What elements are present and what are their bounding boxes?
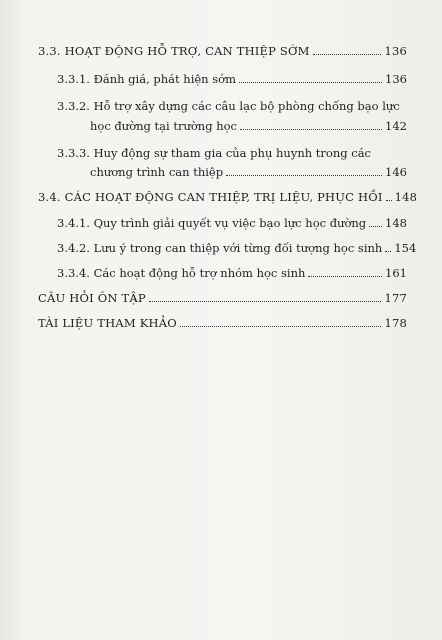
toc-entry-3-3[interactable] (38, 44, 407, 58)
bleed-through-texture (11, 326, 442, 640)
toc-entry-title: 3.3.4. Các hoạt động hỗ trợ nhóm học sinh (57, 266, 306, 280)
toc-entry-review-questions[interactable] (38, 291, 407, 305)
toc-entry-references[interactable] (38, 316, 407, 330)
toc-page-number: 161 (385, 266, 407, 280)
toc-entry-3-3-2-line1: 3.3.2. Hỗ trợ xây dựng các câu lạc bộ phòng chống bạo lực (57, 99, 400, 113)
toc-page-number: 136 (385, 72, 407, 86)
dot-leader (240, 129, 382, 130)
dot-leader (149, 301, 382, 302)
dot-leader (180, 326, 382, 327)
toc-entry-title: 3.4.1. Quy trình giải quyết vụ việc bạo lực học đường (57, 216, 367, 230)
toc-entry-3-3-3[interactable] (90, 165, 407, 179)
dot-leader (308, 276, 382, 277)
toc-entry-3-3-1[interactable] (57, 72, 407, 86)
dot-leader (386, 200, 392, 201)
toc-entry-3-3-2[interactable] (90, 119, 407, 133)
toc-entry-3-3-4[interactable] (57, 266, 407, 280)
toc-entry-title: 3.4. CÁC HOẠT ĐỘNG CAN THIỆP, TRỊ LIỆU, PHỤC HỒI (38, 190, 383, 204)
dot-leader (313, 54, 382, 55)
toc-entry-title: 3.3.1. Đánh giá, phát hiện sớm (57, 72, 236, 86)
toc-entry-title: chương trình can thiệp (90, 165, 224, 179)
toc-page-number: 148 (385, 216, 407, 230)
dot-leader (369, 226, 382, 227)
toc-entry-title: CÂU HỎI ÔN TẬP (38, 291, 146, 305)
toc-entry-title: TÀI LIỆU THAM KHẢO (38, 316, 177, 330)
toc-entry-title: học đường tại trường học (90, 119, 237, 133)
dot-leader (385, 251, 391, 252)
toc-page-number: 146 (385, 165, 407, 179)
toc-page-number: 154 (394, 241, 417, 255)
toc-page-number: 178 (384, 316, 407, 330)
dot-leader (239, 82, 382, 83)
toc-entry-3-4[interactable] (38, 190, 418, 204)
toc-entry-3-4-2[interactable] (57, 241, 417, 255)
toc-page-number: 142 (385, 119, 407, 133)
toc-entry-title: 3.3. HOẠT ĐỘNG HỖ TRỢ, CAN THIỆP SỚM (38, 44, 310, 58)
toc-entry-3-4-1[interactable] (57, 216, 407, 230)
toc-entry-3-3-3-line1: 3.3.3. Huy động sự tham gia của phụ huynh trong các (57, 146, 371, 160)
toc-page-number: 177 (384, 291, 407, 305)
toc-page-number: 136 (384, 44, 407, 58)
dot-leader (226, 175, 382, 176)
toc-entry-title: 3.4.2. Lưu ý trong can thiệp với từng đối tượng học sinh (57, 241, 383, 255)
toc-page-number: 148 (394, 190, 418, 204)
